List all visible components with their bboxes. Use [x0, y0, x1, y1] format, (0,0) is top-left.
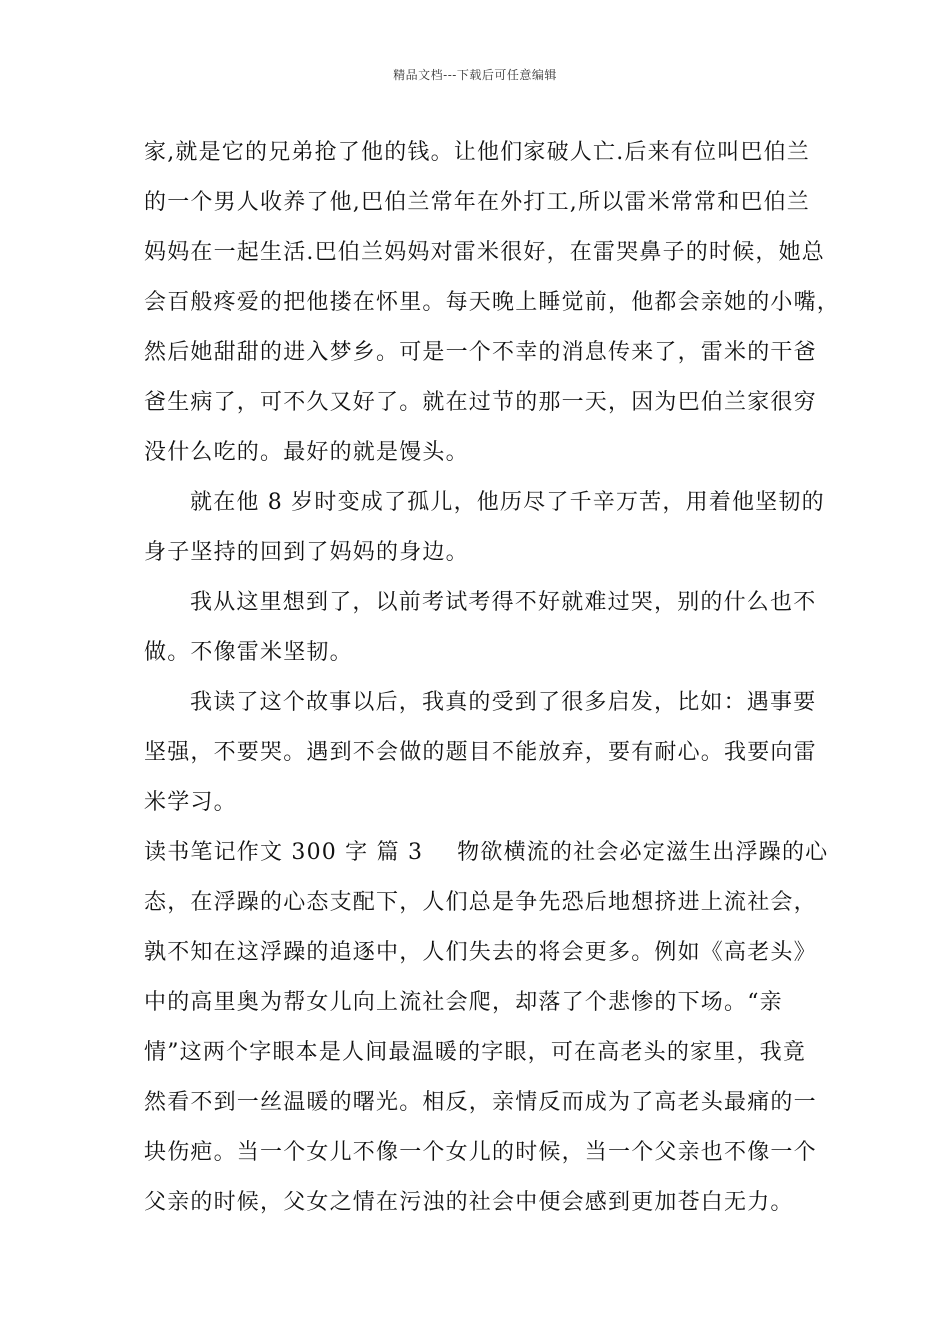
- text-line: 的一个男人收养了他,巴伯兰常年在外打工,所以雷米常常和巴伯兰: [144, 190, 810, 215]
- text-line: 块伤疤。当一个女儿不像一个女儿的时候，当一个父亲也不像一个: [144, 1140, 817, 1165]
- section-title-line: [144, 839, 829, 867]
- paragraph-first-line: 我从这里想到了，以前考试考得不好就难过哭，别的什么也不: [190, 590, 817, 615]
- text-line: 爸生病了，可不久又好了。就在过节的那一天，因为巴伯兰家很穷: [144, 390, 817, 415]
- text-line: 会百般疼爱的把他搂在怀里。每天晚上睡觉前，他都会亲她的小嘴，: [144, 290, 841, 315]
- text-line: 孰不知在这浮躁的追逐中，人们失去的将会更多。例如《高老头》: [144, 940, 817, 965]
- paragraph-first-line: 就在他 8 岁时变成了孤儿，他历尽了千辛万苦，用着他坚韧的: [190, 490, 825, 515]
- text-line: 然后她甜甜的进入梦乡。可是一个不幸的消息传来了，雷米的干爸: [144, 340, 817, 365]
- paragraph-first-line: 我读了这个故事以后，我真的受到了很多启发，比如：遇事要: [190, 690, 817, 715]
- text-line: 坚强，不要哭。遇到不会做的题目不能放弃，要有耐心。我要向雷: [144, 740, 817, 765]
- text-line: 中的高里奥为帮女儿向上流社会爬，却落了个悲惨的下场。“亲: [144, 990, 783, 1015]
- text-line: 父亲的时候，父女之情在污浊的社会中便会感到更加苍白无力。: [144, 1190, 794, 1215]
- text-line: 然看不到一丝温暖的曙光。相反，亲情反而成为了高老头最痛的一: [144, 1090, 817, 1115]
- section-title: 读书笔记作文 300 字 篇 3: [144, 840, 424, 865]
- text-line: 情”这两个字眼本是人间最温暖的字眼，可在高老头的家里，我竟: [144, 1040, 807, 1065]
- text-line: 做。不像雷米坚韧。: [144, 640, 353, 665]
- text-line: 态，在浮躁的心态支配下，人们总是争先恐后地想挤进上流社会，: [144, 890, 817, 915]
- section-text-start: 物欲横流的社会必定滋生出浮躁的心: [457, 840, 829, 865]
- text-line: 身子坚持的回到了妈妈的身边。: [144, 540, 469, 565]
- text-line: 米学习。: [144, 790, 237, 815]
- text-line: 家,就是它的兄弟抢了他的钱。让他们家破人亡.后来有位叫巴伯兰: [144, 140, 810, 165]
- text-line: 没什么吃的。最好的就是馒头。: [144, 440, 469, 465]
- page-header: 精品文档---下载后可任意编辑: [393, 68, 557, 82]
- text-line: 妈妈在一起生活.巴伯兰妈妈对雷米很好，在雷哭鼻子的时候，她总: [144, 240, 825, 265]
